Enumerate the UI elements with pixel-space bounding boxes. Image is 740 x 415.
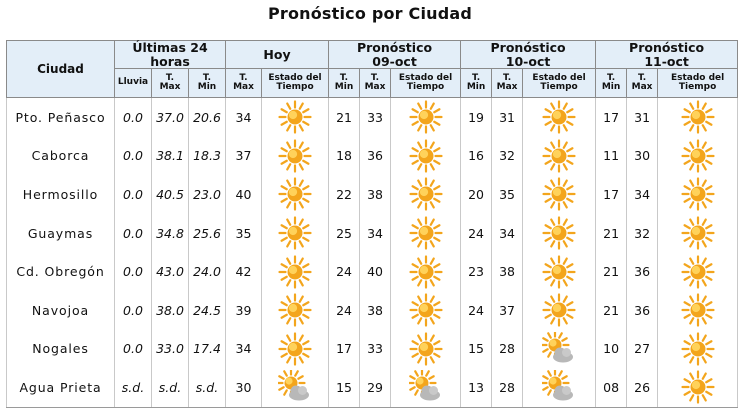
city-name: Nogales [7,330,115,369]
d1-max-value: 36 [360,137,391,176]
page-title: Pronóstico por Ciudad [267,4,473,23]
obs-max-value: 37.0 [152,98,189,137]
d1-min-value: 24 [329,252,360,291]
today-max-value: 34 [226,98,262,137]
d3-weather-cell [658,368,738,407]
today-max-value: 40 [226,175,262,214]
d1-min-value: 21 [329,98,360,137]
d1-weather-cell [391,137,461,176]
obs-min-value: 24.0 [189,252,226,291]
d1-weather-cell [391,252,461,291]
city-name: Agua Prieta [7,368,115,407]
d3-weather-cell [658,291,738,330]
d3-weather-cell [658,175,738,214]
partly-cloudy-icon [542,332,576,366]
sun-icon [278,139,312,173]
d2-min-value: 24 [461,291,492,330]
sun-icon [681,370,715,404]
d2-max-value: 34 [492,214,523,253]
partly-cloudy-icon [542,370,576,404]
obs-max-value: 33.0 [152,330,189,369]
today-weather-cell [262,330,329,369]
today-max-value: 42 [226,252,262,291]
d1-max-value: 33 [360,98,391,137]
sun-icon [681,139,715,173]
header-forecast-day3: Pronóstico 11-oct [596,41,738,69]
sun-icon [278,255,312,289]
rain-value: 0.0 [115,98,152,137]
d1-min-value: 22 [329,175,360,214]
obs-min-value: s.d. [189,368,226,407]
d3-max-value: 27 [627,330,658,369]
d3-min-value: 21 [596,291,627,330]
city-name: Pto. Peñasco [7,98,115,137]
obs-max-value: s.d. [152,368,189,407]
table-row [7,330,738,369]
table-row [7,368,738,407]
d1-min-value: 25 [329,214,360,253]
table-row [7,137,738,176]
sun-icon [681,255,715,289]
obs-min-value: 23.0 [189,175,226,214]
sun-icon [278,332,312,366]
obs-min-value: 17.4 [189,330,226,369]
d3-max-value: 31 [627,98,658,137]
today-weather-cell [262,214,329,253]
d2-min-value: 15 [461,330,492,369]
today-max-value: 30 [226,368,262,407]
header-last-24-hours: Últimas 24 horas [115,41,226,69]
d2-max-value: 32 [492,137,523,176]
d1-min-value: 17 [329,330,360,369]
today-max-value: 35 [226,214,262,253]
d1-max-value: 33 [360,330,391,369]
rain-value: 0.0 [115,330,152,369]
d1-min-value: 24 [329,291,360,330]
d2-weather-cell [523,98,596,137]
sun-icon [278,293,312,327]
d3-max-value: 26 [627,368,658,407]
today-weather-cell [262,175,329,214]
city-name: Guaymas [7,214,115,253]
obs-min-value: 18.3 [189,137,226,176]
rain-value: s.d. [115,368,152,407]
today-max-value: 39 [226,291,262,330]
d2-weather-cell [523,252,596,291]
sun-icon [681,216,715,250]
d3-max-value: 32 [627,214,658,253]
sun-icon [681,332,715,366]
obs-max-value: 43.0 [152,252,189,291]
d2-max-value: 38 [492,252,523,291]
city-name: Caborca [7,137,115,176]
d1-max-value: 29 [360,368,391,407]
sun-icon [278,100,312,134]
d2-min-value: 24 [461,214,492,253]
d3-max-value: 34 [627,175,658,214]
d3-weather-cell [658,252,738,291]
subheader-obs-min: T. Min [189,69,226,98]
table-row [7,291,738,330]
sun-icon [278,177,312,211]
table-row [7,252,738,291]
d3-min-value: 21 [596,252,627,291]
d3-min-value: 08 [596,368,627,407]
obs-max-value: 38.1 [152,137,189,176]
sun-icon [409,177,443,211]
header-forecast-day2: Pronóstico 10-oct [461,41,596,69]
sun-icon [681,293,715,327]
d1-weather-cell [391,291,461,330]
sun-icon [542,216,576,250]
sun-icon [278,216,312,250]
table-row [7,98,738,137]
d1-weather-cell [391,214,461,253]
d2-min-value: 16 [461,137,492,176]
d3-max-value: 36 [627,252,658,291]
sun-icon [409,255,443,289]
sun-icon [542,293,576,327]
d1-weather-cell [391,98,461,137]
d1-max-value: 34 [360,214,391,253]
d2-max-value: 28 [492,330,523,369]
d3-weather-cell [658,98,738,137]
d1-min-value: 18 [329,137,360,176]
subheader-d3-max: T. Max [627,69,658,98]
subheader-obs-max: T. Max [152,69,189,98]
d1-weather-cell [391,175,461,214]
rain-value: 0.0 [115,252,152,291]
header-city: Ciudad [7,41,115,98]
rain-value: 0.0 [115,137,152,176]
obs-max-value: 34.8 [152,214,189,253]
d3-min-value: 21 [596,214,627,253]
forecast-table [6,40,738,408]
d2-weather-cell [523,330,596,369]
sun-icon [409,139,443,173]
d2-min-value: 23 [461,252,492,291]
d3-max-value: 30 [627,137,658,176]
d2-weather-cell [523,291,596,330]
sun-icon [542,100,576,134]
d2-min-value: 19 [461,98,492,137]
rain-value: 0.0 [115,291,152,330]
d1-min-value: 15 [329,368,360,407]
today-max-value: 37 [226,137,262,176]
d1-weather-cell [391,330,461,369]
sun-icon [542,255,576,289]
sun-icon [542,177,576,211]
subheader-d1-min: T. Min [329,69,360,98]
d2-max-value: 37 [492,291,523,330]
subheader-d2-max: T. Max [492,69,523,98]
subheader-today-max: T. Max [226,69,262,98]
d3-weather-cell [658,330,738,369]
header-forecast-day1: Pronóstico 09-oct [329,41,461,69]
d2-weather-cell [523,214,596,253]
d2-max-value: 28 [492,368,523,407]
sun-icon [681,177,715,211]
d3-max-value: 36 [627,291,658,330]
today-weather-cell [262,137,329,176]
sun-icon [681,100,715,134]
d3-min-value: 17 [596,98,627,137]
d1-max-value: 38 [360,175,391,214]
city-name: Navojoa [7,291,115,330]
city-name: Cd. Obregón [7,252,115,291]
rain-value: 0.0 [115,214,152,253]
sun-icon [409,216,443,250]
d2-weather-cell [523,368,596,407]
obs-min-value: 24.5 [189,291,226,330]
obs-max-value: 40.5 [152,175,189,214]
header-today: Hoy [226,41,329,69]
subheader-d1-weather: Estado del Tiempo [391,69,461,98]
obs-max-value: 38.0 [152,291,189,330]
table-row [7,214,738,253]
d2-weather-cell [523,175,596,214]
sun-icon [409,293,443,327]
d3-weather-cell [658,214,738,253]
sun-icon [409,100,443,134]
today-weather-cell [262,368,329,407]
d2-weather-cell [523,137,596,176]
today-max-value: 34 [226,330,262,369]
city-name: Hermosillo [7,175,115,214]
d1-max-value: 40 [360,252,391,291]
today-weather-cell [262,98,329,137]
sun-icon [409,332,443,366]
sun-icon [542,139,576,173]
d1-max-value: 38 [360,291,391,330]
obs-min-value: 20.6 [189,98,226,137]
subheader-d1-max: T. Max [360,69,391,98]
today-weather-cell [262,291,329,330]
rain-value: 0.0 [115,175,152,214]
d2-min-value: 20 [461,175,492,214]
subheader-d2-weather: Estado del Tiempo [523,69,596,98]
partly-cloudy-icon [278,370,312,404]
table-row [7,175,738,214]
d3-min-value: 11 [596,137,627,176]
obs-min-value: 25.6 [189,214,226,253]
d3-min-value: 10 [596,330,627,369]
d3-weather-cell [658,137,738,176]
d2-max-value: 31 [492,98,523,137]
d2-max-value: 35 [492,175,523,214]
subheader-d3-weather: Estado del Tiempo [658,69,738,98]
d2-min-value: 13 [461,368,492,407]
d3-min-value: 17 [596,175,627,214]
today-weather-cell [262,252,329,291]
partly-cloudy-icon [409,370,443,404]
subheader-today-weather: Estado del Tiempo [262,69,329,98]
subheader-d2-min: T. Min [461,69,492,98]
subheader-d3-min: T. Min [596,69,627,98]
subheader-rain: Lluvia [115,69,152,98]
d1-weather-cell [391,368,461,407]
